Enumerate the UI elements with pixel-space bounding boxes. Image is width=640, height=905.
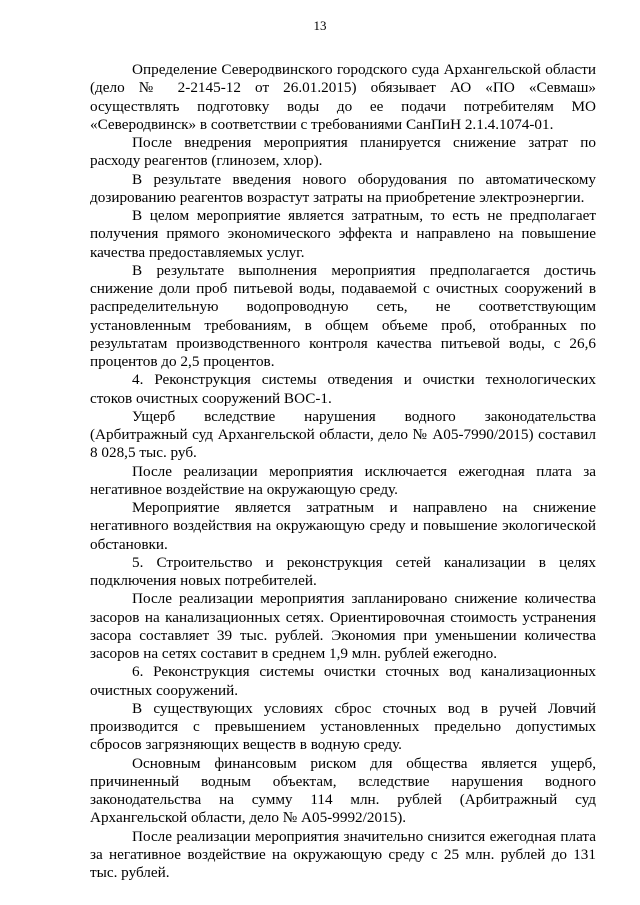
paragraph: В результате выполнения мероприятия предполагается достичь снижение доли проб питьевой воды, подаваемой с очистных сооружений в распределительную водопроводную сеть, не соответствующим установленным требованиям, в общем объеме проб, отобранных по результатам производственного контроля качества питьевой воды, с 26,6 процентов до 2,5 процентов. bbox=[90, 261, 596, 370]
paragraph: После реализации мероприятия исключается ежегодная плата за негативное воздействие на окружающую среду. bbox=[90, 462, 596, 498]
paragraph: После внедрения мероприятия планируется снижение затрат по расходу реагентов (глинозем, хлор). bbox=[90, 134, 596, 170]
paragraph: Определение Северодвинского городского суда Архангельской области (дело № 2-2145-12 от 26.01.2015) обязывает АО «ПО «Севмаш» осуществлять подготовку воды до ее подачи потребителям МО «Северодвинск» в соответствии с требованиями СанПиН 2.1.4.1074-01. bbox=[90, 61, 596, 133]
paragraph: После реализации мероприятия значительно снизится ежегодная плата за негативное воздействие на окружающую среду с 25 млн. рублей до 131 тыс. рублей. bbox=[90, 827, 596, 881]
document-body bbox=[90, 61, 596, 882]
paragraph: После реализации мероприятия запланировано снижение количества засоров на канализационных сетях. Ориентировочная стоимость устранения засора составляет 39 тыс. рублей. Экономия при уменьшении количества засоров на сетях составит в среднем 1,9 млн. рублей ежегодно. bbox=[90, 590, 596, 662]
paragraph: Мероприятие является затратным и направлено на снижение негативного воздействия на окружающую среду и повышение экологической обстановки. bbox=[90, 499, 596, 553]
section-heading: 4. Реконструкция системы отведения и очистки технологических стоков очистных сооружений ВОС-1. bbox=[90, 371, 596, 407]
paragraph: Основным финансовым риском для общества является ущерб, причиненный водным объектам, вследствие нарушения водного законодательства на сумму 114 млн. рублей (Арбитражный суд Архангельской области, дело № А05-9992/2015). bbox=[90, 754, 596, 827]
paragraph: В результате введения нового оборудования по автоматическому дозированию реагентов возрастут затраты на приобретение электроэнергии. bbox=[90, 170, 596, 206]
page-number: 13 bbox=[313, 18, 327, 33]
section-heading: 5. Строительство и реконструкция сетей канализации в целях подключения новых потребителей. bbox=[90, 553, 596, 589]
section-heading: 6. Реконструкция системы очистки сточных вод канализационных очистных сооружений. bbox=[90, 663, 596, 699]
paragraph: В существующих условиях сброс сточных вод в ручей Ловчий производится с превышением установленных предельно допустимых сбросов загрязняющих веществ в водную среду. bbox=[90, 699, 596, 754]
paragraph: В целом мероприятие является затратным, то есть не предполагает получения прямого экономического эффекта и направлено на повышение качества предоставляемых услуг. bbox=[90, 207, 596, 261]
paragraph: Ущерб вследствие нарушения водного законодательства (Арбитражный суд Архангельской области, дело № А05-7990/2015) составил 8 028,5 тыс. руб. bbox=[90, 407, 596, 462]
